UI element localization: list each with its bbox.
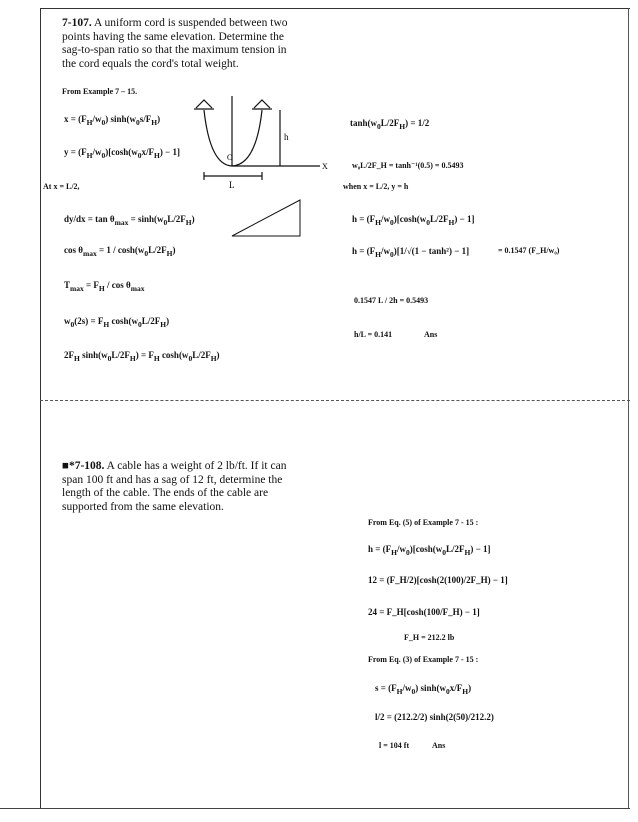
eq-cos-theta: $\cos \theta_{max} = 1 / \cosh(w_0L/2F_H)$ bbox=[64, 245, 176, 258]
eq-x-sinh: $x = (F_H/w_0)$ $\sinh(w_0s/F_H)$ bbox=[64, 114, 161, 127]
h-result: = 0.1547 (F_H/w₀) bbox=[498, 246, 560, 255]
when-x-label: when x = L/2, y = h bbox=[343, 182, 409, 191]
ratio-line: 0.1547 L / 2h = 0.5493 bbox=[354, 296, 429, 305]
problem-number: ■*7-108. bbox=[62, 460, 105, 472]
eq-2fh-sinh: $2F_H$ $\sinh(w_0L/2F_H) = F_H$ $\cosh(w_0L/2F_H)$ bbox=[64, 350, 220, 363]
eq-y-cosh: $y = (F_H/w_0)[\cosh(w_0x/F_H) - 1]$ bbox=[64, 147, 180, 160]
origin-label: O bbox=[227, 153, 233, 162]
eq-tmax: $T_{max} = F_H / \cos \theta_{max}$ bbox=[64, 280, 145, 293]
eq-tanh: $\tanh(w_0L/2F_H) = 1/2$ bbox=[350, 118, 430, 131]
eq-12: 12 = (F_H/2)[cosh(2(100)/2F_H) − 1] bbox=[368, 575, 508, 585]
from-eq5-label: From Eq. (5) of Example 7 - 15 : bbox=[368, 518, 479, 527]
final-ratio: h/L = 0.141 bbox=[354, 330, 393, 339]
at-x-label: At x = L/2, bbox=[43, 182, 80, 191]
answer-tag: Ans bbox=[424, 330, 438, 339]
answer-tag: Ans bbox=[432, 741, 446, 750]
tanh-result: w₀L/2F_H = tanh⁻¹(0.5) = 0.5493 bbox=[352, 161, 464, 170]
final-length: l = 104 ft bbox=[379, 741, 410, 750]
x-axis-label: X bbox=[322, 162, 328, 171]
triangle-sketch bbox=[232, 200, 300, 236]
eq-fh: F_H = 212.2 lb bbox=[404, 633, 455, 642]
left-support-icon bbox=[196, 100, 212, 108]
eq-h-sqrt: $h = (F_H/w_0)[1/√(1 - \tanh^2) - 1]$ bbox=[352, 246, 470, 259]
problem-number: 7-107. bbox=[62, 17, 92, 29]
from-example-label: From Example 7 – 15. bbox=[62, 87, 138, 96]
l-label: L bbox=[229, 180, 235, 190]
from-eq3-label: From Eq. (3) of Example 7 - 15 : bbox=[368, 655, 479, 664]
eq-24: 24 = F_H[cosh(100/F_H) − 1] bbox=[368, 607, 480, 617]
eq-w0-2s: $w_0(2s) = F_H$ $\cosh(w_0L/2F_H)$ bbox=[64, 316, 170, 329]
h-label: h bbox=[284, 132, 289, 142]
problem-text: A cable has a weight of 2 lb/ft. If it can span 100 ft and has a sag of 12 ft, determine the length of the cable. The ends of the cable are supported from the same elevation. bbox=[62, 460, 287, 513]
eq-h-cosh: $h = (F_H/w_0)[\cosh(w_0L/2F_H) - 1]$ bbox=[352, 214, 475, 227]
problem-text: A uniform cord is suspended between two points having the same elevation. Determine the sag-to-span ratio so that the maximum tension in the cord equals the cord's total weight. bbox=[62, 17, 288, 70]
eq-h-cosh-2: $h = (F_H/w_0)[\cosh(w_0L/2F_H) - 1]$ bbox=[368, 544, 491, 557]
eq-s-sinh: $s = (F_H/w_0)$ $\sinh(w_0x/F_H)$ bbox=[375, 683, 472, 696]
eq-dydx: $dy/dx = \tan \theta_{max} = \sinh(w_0L/2F_H)$ bbox=[64, 214, 195, 227]
cord-curve bbox=[204, 110, 262, 166]
eq-substitution: l/2 = (212.2/2) sinh(2(50)/212.2) bbox=[375, 712, 494, 722]
right-support-icon bbox=[254, 100, 270, 108]
